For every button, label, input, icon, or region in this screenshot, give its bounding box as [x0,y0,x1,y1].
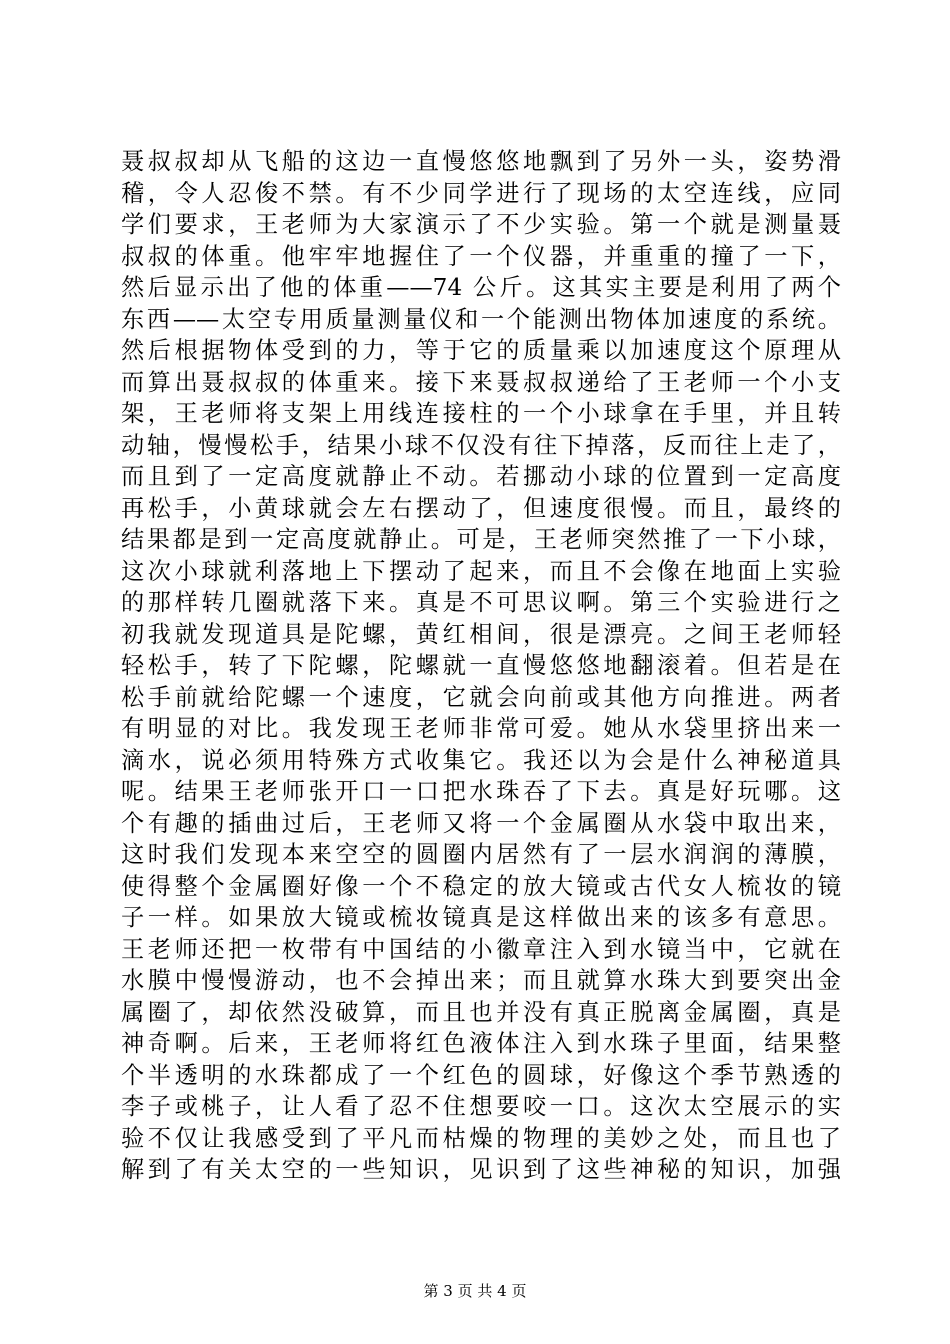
text-line-9: 架，王老师将支架上用线连接柱的一个小球拿在手里，并且转 [121,400,841,427]
text-line-20: 滴水，说必须用特殊方式收集它。我还以为会是什么神秘道具 [121,746,841,774]
text-line-27: 水膜中慢慢游动，也不会掉出来；而且就算水珠大到要突出金 [121,967,841,994]
text-line-22: 个有趣的插曲过后，王老师又将一个金属圈从水袋中取出来， [121,809,841,837]
text-line-13: 结果都是到一定高度就静止。可是，王老师突然推了一下小球， [121,526,841,553]
text-line-28: 属圈了，却依然没破算，而且也并没有真正脱离金属圈，真是 [121,998,841,1026]
text-line-8: 而算出聂叔叔的体重来。接下来聂叔叔递给了王老师一个小支 [121,368,841,396]
text-line-23: 这时我们发现本来空空的圆圈内居然有了一层水润润的薄膜， [121,841,841,868]
text-line-11: 而且到了一定高度就静止不动。若挪动小球的位置到一定高度 [121,463,841,490]
text-line-6: 东西——太空专用质量测量仪和一个能测出物体加速度的系统。 [121,305,841,333]
text-line-4: 叔叔的体重。他牢牢地握住了一个仪器，并重重的撞了一下， [121,242,841,270]
text-line-26: 王老师还把一枚带有中国结的小徽章注入到水镜当中，它就在 [121,935,841,963]
text-line-2: 稽，令人忍俊不禁。有不少同学进行了现场的太空连线，应同 [121,179,841,207]
text-line-24: 使得整个金属圈好像一个不稳定的放大镜或古代女人梳妆的镜 [121,872,841,900]
text-line-25: 子一样。如果放大镜或梳妆镜真是这样做出来的该多有意思。 [121,904,841,931]
text-line-12: 再松手，小黄球就会左右摆动了，但速度很慢。而且，最终的 [121,494,841,522]
text-line-10: 动轴，慢慢松手，结果小球不仅没有往下掉落，反而往上走了， [121,431,841,459]
text-line-30: 个半透明的水珠都成了一个红色的圆球，好像这个季节熟透的 [121,1061,841,1089]
text-line-15: 的那样转几圈就落下来。真是不可思议啊。第三个实验进行之 [121,589,841,616]
text-line-21: 呢。结果王老师张开口一口把水珠吞了下去。真是好玩哪。这 [121,778,841,805]
text-line-14: 这次小球就利落地上下摆动了起来，而且不会像在地面上实验 [121,557,841,585]
text-line-31: 李子或桃子，让人看了忍不住想要咬一口。这次太空展示的实 [121,1093,841,1120]
text-line-29: 神奇啊。后来，王老师将红色液体注入到水珠子里面，结果整 [121,1030,841,1057]
text-line-5: 然后显示出了他的体重——74 公斤。这其实主要是利用了两个 [121,274,841,301]
text-line-32: 验不仅让我感受到了平凡而枯燥的物理的美妙之处，而且也了 [121,1124,841,1152]
text-line-33: 解到了有关太空的一些知识，见识到了这些神秘的知识，加强 [121,1156,841,1183]
text-line-18: 松手前就给陀螺一个速度，它就会向前或其他方向推进。两者 [121,683,841,711]
body-paragraph [121,146,841,1186]
text-line-17: 轻松手，转了下陀螺，陀螺就一直慢悠悠地翻滚着。但若是在 [121,652,841,679]
text-line-16: 初我就发现道具是陀螺，黄红相间，很是漂亮。之间王老师轻 [121,620,841,648]
text-line-1: 聂叔叔却从飞船的这边一直慢悠悠地飘到了另外一头，姿势滑 [121,148,841,175]
text-line-7: 然后根据物体受到的力，等于它的质量乘以加速度这个原理从 [121,337,841,364]
text-line-3: 学们要求，王老师为大家演示了不少实验。第一个就是测量聂 [121,211,841,238]
page-number-footer: 第 3 页 共 4 页 [423,1282,527,1300]
text-line-19: 有明显的对比。我发现王老师非常可爱。她从水袋里挤出来一 [121,715,841,742]
